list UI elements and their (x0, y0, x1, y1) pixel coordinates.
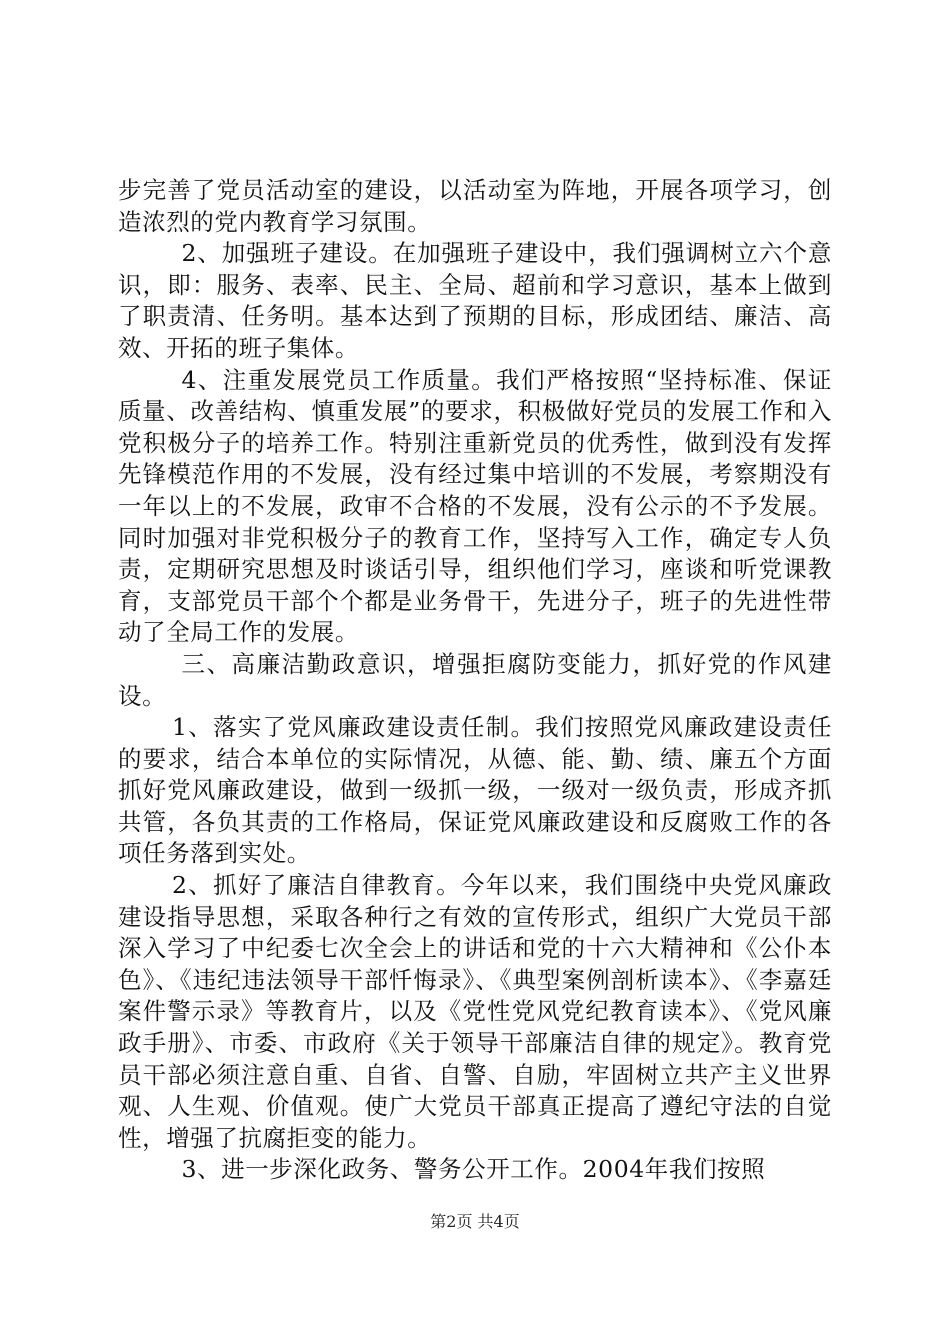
paragraph-continuation: 步完善了党员活动室的建设，以活动室为阵地，开展各项学习，创造浓烈的党内教育学习氛围。 (118, 176, 832, 236)
section-heading-integrity: 三、高廉洁勤政意识，增强拒腐防变能力，抓好党的作风建设。 (118, 649, 832, 710)
document-body (118, 175, 832, 1186)
paragraph-responsibility-system: 1、落实了党风廉政建设责任制。我们按照党风廉政建设责任的要求，结合本单位的实际情况，从德、能、勤、绩、廉五个方面抓好党风廉政建设，做到一级抓一级，一级对一级负责，形成齐抓共管，各负其责的工作格局，保证党风廉政建设和反腐败工作的各项任务落到实处。 (118, 713, 832, 868)
paragraph-open-affairs: 3、进一步深化政务、警务公开工作。2004年我们按照 (181, 1155, 766, 1184)
page-footer: 第2页 共4页 (430, 1212, 520, 1231)
paragraph-team-building: 2、加强班子建设。在加强班子建设中，我们强调树立六个意识，即：服务、表率、民主、全局、超前和学习意识，基本上做到了职责清、任务明。基本达到了预期的目标，形成团结、廉洁、高效、开拓的班子集体。 (118, 239, 832, 362)
paragraph-member-quality: 4、注重发展党员工作质量。我们严格按照“坚持标准、保证质量、改善结构、慎重发展”的要求，积极做好党员的发展工作和入党积极分子的培养工作。特别注重新党员的优秀性，做到没有发挥先锋模范作用的不发展，没有经过集中培训的不发展，考察期没有一年以上的不发展，政审不合格的不发展，没有公示的不予发展。同时加强对非党积极分子的教育工作，坚持写入工作，确定专人负责，定期研究思想及时谈话引导，组织他们学习，座谈和听党课教育，支部党员干部个个都是业务骨干，先进分子，班子的先进性带动了全局工作的发展。 (118, 365, 832, 647)
paragraph-self-discipline: 2、抓好了廉洁自律教育。今年以来，我们围绕中央党风廉政建设指导思想，采取各种行之有效的宣传形式，组织广大党员干部深入学习了中纪委七次全会上的讲话和党的十六大精神和《公仆本色》、《违纪违法领导干部忏悔录》、《典型案例剖析读本》、《李嘉廷案件警示录》等教育片，以及《党性党风党纪教育读本》、《党风廉政手册》、市委、市政府《关于领导干部廉洁自律的规定》。教育党员干部必须注意自重、自省、自警、自励，牢固树立共产主义世界观、人生观、价值观。使广大党员干部真正提高了遵纪守法的自觉性，增强了抗腐拒变的能力。 (118, 871, 832, 1152)
